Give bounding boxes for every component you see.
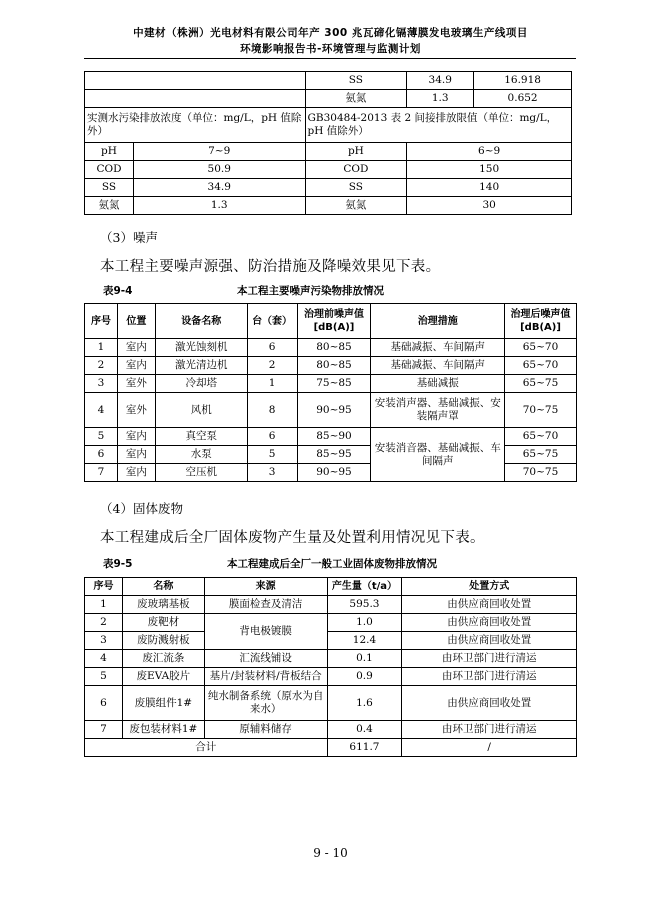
column-header: 治理前噪声值[dB(A)] bbox=[297, 304, 371, 339]
table-cell: 室内 bbox=[117, 428, 155, 446]
table-cell: 0.9 bbox=[327, 668, 402, 686]
table-row bbox=[85, 72, 572, 90]
table-cell: 70~75 bbox=[505, 393, 577, 428]
table-cell: 由环卫部门进行清运 bbox=[402, 668, 577, 686]
table-cell: 废包装材料1# bbox=[122, 721, 204, 739]
table-cell: 4 bbox=[85, 650, 123, 668]
table-cell: 0.1 bbox=[327, 650, 402, 668]
table-cell: 由环卫部门进行清运 bbox=[402, 721, 577, 739]
table-cell: 80~85 bbox=[297, 357, 371, 375]
table-cell: 2 bbox=[85, 357, 118, 375]
document-header-title: 中建材（株洲）光电材料有限公司年产 300 兆瓦碲化镉薄膜发电玻璃生产线项目 bbox=[133, 27, 528, 39]
table-cell: 汇流线铺设 bbox=[204, 650, 327, 668]
table-header-row bbox=[85, 304, 577, 339]
column-header: 产生量（t/a） bbox=[327, 578, 402, 596]
table-cell: 6 bbox=[85, 446, 118, 464]
table-cell bbox=[85, 90, 306, 108]
column-header: 处置方式 bbox=[402, 578, 577, 596]
table-cell: 85~95 bbox=[297, 446, 371, 464]
page-number: 9 - 10 bbox=[313, 846, 348, 860]
table-cell: 90~95 bbox=[297, 464, 371, 482]
table-cell: 1.3 bbox=[133, 197, 305, 215]
column-header: 序号 bbox=[85, 578, 123, 596]
table-row bbox=[85, 357, 577, 375]
table-row bbox=[85, 161, 572, 179]
table-cell: 废靶材 bbox=[122, 614, 204, 632]
table-cell: 7~9 bbox=[133, 143, 305, 161]
table-cell: SS bbox=[305, 179, 407, 197]
table-cell: 6 bbox=[85, 686, 123, 721]
table-cell: pH bbox=[85, 143, 134, 161]
table-row bbox=[85, 428, 577, 446]
header-divider bbox=[84, 58, 576, 59]
table-cell: 5 bbox=[85, 428, 118, 446]
table-cell: 由供应商回收处置 bbox=[402, 596, 577, 614]
table-cell: 65~70 bbox=[505, 339, 577, 357]
table-row bbox=[85, 668, 577, 686]
table-cell: 1 bbox=[247, 375, 297, 393]
water-pollution-table bbox=[84, 71, 572, 215]
table-cell: COD bbox=[85, 161, 134, 179]
column-header: 台（套） bbox=[247, 304, 297, 339]
table-cell: 5 bbox=[247, 446, 297, 464]
table-cell: 氨氮 bbox=[305, 197, 407, 215]
table-cell: 65~75 bbox=[505, 375, 577, 393]
table-cell: 1.3 bbox=[407, 90, 474, 108]
table-cell: 50.9 bbox=[133, 161, 305, 179]
table-cell: 1 bbox=[85, 339, 118, 357]
table-row bbox=[85, 721, 577, 739]
table-cell: 室内 bbox=[117, 464, 155, 482]
table-cell: 6 bbox=[247, 339, 297, 357]
measured-concentration-heading: 实测水污染排放浓度（单位：mg/L，pH 值除外） bbox=[85, 108, 306, 143]
table-cell: 安装消声器、基础减振、安装隔声罩 bbox=[371, 393, 505, 428]
table-cell: 基础减振、车间隔声 bbox=[371, 357, 505, 375]
column-header: 序号 bbox=[85, 304, 118, 339]
table-cell: 室内 bbox=[117, 446, 155, 464]
table-cell: 安装消音器、基础减振、车间隔声 bbox=[371, 428, 505, 482]
table-cell: 激光蚀刻机 bbox=[155, 339, 247, 357]
table-caption-title: 本工程主要噪声污染物排放情况 bbox=[237, 285, 384, 297]
table-cell: 150 bbox=[407, 161, 572, 179]
table-cell: 冷却塔 bbox=[155, 375, 247, 393]
table-row bbox=[85, 339, 577, 357]
table-cell: 140 bbox=[407, 179, 572, 197]
section-heading-solid-waste: （4）固体废物 bbox=[100, 501, 183, 516]
table-cell: 4 bbox=[85, 393, 118, 428]
table-cell: 空压机 bbox=[155, 464, 247, 482]
column-header: 治理后噪声值[dB(A)] bbox=[505, 304, 577, 339]
table-row bbox=[85, 686, 577, 721]
table-cell: 水泵 bbox=[155, 446, 247, 464]
table-cell: 废EVA胶片 bbox=[122, 668, 204, 686]
table-cell: 室外 bbox=[117, 393, 155, 428]
table-caption-number: 表9-4 bbox=[103, 285, 133, 297]
table-cell: 7 bbox=[85, 464, 118, 482]
column-header: 设备名称 bbox=[155, 304, 247, 339]
table-cell: 34.9 bbox=[133, 179, 305, 197]
table-cell: 0.4 bbox=[327, 721, 402, 739]
table-row bbox=[85, 596, 577, 614]
table-cell: 基础减振、车间隔声 bbox=[371, 339, 505, 357]
emission-limit-heading: GB30484-2013 表 2 间接排放限值（单位：mg/L，pH 值除外） bbox=[305, 108, 572, 143]
table-cell: 1 bbox=[85, 596, 123, 614]
table-cell: 纯水制备系统（原水为自来水） bbox=[204, 686, 327, 721]
table-cell: 65~75 bbox=[505, 446, 577, 464]
noise-source-table bbox=[84, 303, 577, 482]
table-cell: 3 bbox=[85, 632, 123, 650]
total-label: 合计 bbox=[85, 739, 328, 757]
table-cell: SS bbox=[85, 179, 134, 197]
table-cell: 由供应商回收处置 bbox=[402, 686, 577, 721]
table-cell: 原辅料储存 bbox=[204, 721, 327, 739]
table-cell: 0.652 bbox=[474, 90, 572, 108]
table-caption-number: 表9-5 bbox=[103, 558, 133, 570]
table-cell: 85~90 bbox=[297, 428, 371, 446]
table-cell: 室内 bbox=[117, 357, 155, 375]
table-cell: 6~9 bbox=[407, 143, 572, 161]
table-cell: 595.3 bbox=[327, 596, 402, 614]
table-cell: 75~85 bbox=[297, 375, 371, 393]
table-cell: 5 bbox=[85, 668, 123, 686]
table-row bbox=[85, 375, 577, 393]
table-row bbox=[85, 650, 577, 668]
table-cell bbox=[85, 72, 306, 90]
table-cell: SS bbox=[305, 72, 407, 90]
table-cell: 8 bbox=[247, 393, 297, 428]
table-cell: 3 bbox=[85, 375, 118, 393]
table-cell: 真空泵 bbox=[155, 428, 247, 446]
table-cell: 6 bbox=[247, 428, 297, 446]
table-cell: 12.4 bbox=[327, 632, 402, 650]
table-cell: 3 bbox=[247, 464, 297, 482]
table-header-row bbox=[85, 578, 577, 596]
table-cell: 由环卫部门进行清运 bbox=[402, 650, 577, 668]
table-cell: 2 bbox=[85, 614, 123, 632]
table-cell: 风机 bbox=[155, 393, 247, 428]
table-cell: 1.6 bbox=[327, 686, 402, 721]
table-cell: 由供应商回收处置 bbox=[402, 614, 577, 632]
table-cell: COD bbox=[305, 161, 407, 179]
table-cell: 1.0 bbox=[327, 614, 402, 632]
table-cell: 70~75 bbox=[505, 464, 577, 482]
section-heading-noise: （3）噪声 bbox=[100, 230, 158, 245]
table-row bbox=[85, 90, 572, 108]
table-cell: 65~70 bbox=[505, 357, 577, 375]
column-header: 名称 bbox=[122, 578, 204, 596]
table-total-row bbox=[85, 739, 577, 757]
table-cell: 基础减振 bbox=[371, 375, 505, 393]
table-cell: 室内 bbox=[117, 339, 155, 357]
table-cell: 34.9 bbox=[407, 72, 474, 90]
table-cell: 80~85 bbox=[297, 339, 371, 357]
table-cell: 2 bbox=[247, 357, 297, 375]
table-cell: 膜面检查及清洁 bbox=[204, 596, 327, 614]
table-cell: 激光清边机 bbox=[155, 357, 247, 375]
table-cell: 氨氮 bbox=[305, 90, 407, 108]
section-paragraph-noise: 本工程主要噪声源强、防治措施及降噪效果见下表。 bbox=[100, 259, 441, 275]
table-row bbox=[85, 632, 577, 650]
table-row bbox=[85, 108, 572, 143]
table-cell: 16.918 bbox=[474, 72, 572, 90]
table-cell: pH bbox=[305, 143, 407, 161]
table-row bbox=[85, 143, 572, 161]
table-cell: 废汇流条 bbox=[122, 650, 204, 668]
table-cell: 7 bbox=[85, 721, 123, 739]
table-cell: 氨氮 bbox=[85, 197, 134, 215]
table-cell: 废防溅射板 bbox=[122, 632, 204, 650]
column-header: 来源 bbox=[204, 578, 327, 596]
table-row bbox=[85, 393, 577, 428]
column-header: 治理措施 bbox=[371, 304, 505, 339]
table-cell: 室外 bbox=[117, 375, 155, 393]
column-header: 位置 bbox=[117, 304, 155, 339]
table-cell: 背电极镀膜 bbox=[204, 614, 327, 650]
table-cell: 废膜组件1# bbox=[122, 686, 204, 721]
table-caption-title: 本工程建成后全厂一般工业固体废物排放情况 bbox=[227, 558, 437, 570]
table-row bbox=[85, 614, 577, 632]
total-amount: 611.7 bbox=[327, 739, 402, 757]
table-cell: 基片/封装材料/背板结合 bbox=[204, 668, 327, 686]
section-paragraph-solid-waste: 本工程建成后全厂固体废物产生量及处置利用情况见下表。 bbox=[100, 530, 485, 546]
total-disposal: / bbox=[402, 739, 577, 757]
table-cell: 由供应商回收处置 bbox=[402, 632, 577, 650]
table-cell: 65~70 bbox=[505, 428, 577, 446]
table-row bbox=[85, 179, 572, 197]
table-cell: 30 bbox=[407, 197, 572, 215]
table-cell: 90~95 bbox=[297, 393, 371, 428]
document-header-subtitle: 环境影响报告书-环境管理与监测计划 bbox=[240, 43, 421, 55]
table-cell: 废玻璃基板 bbox=[122, 596, 204, 614]
solid-waste-table bbox=[84, 577, 577, 757]
table-row bbox=[85, 197, 572, 215]
